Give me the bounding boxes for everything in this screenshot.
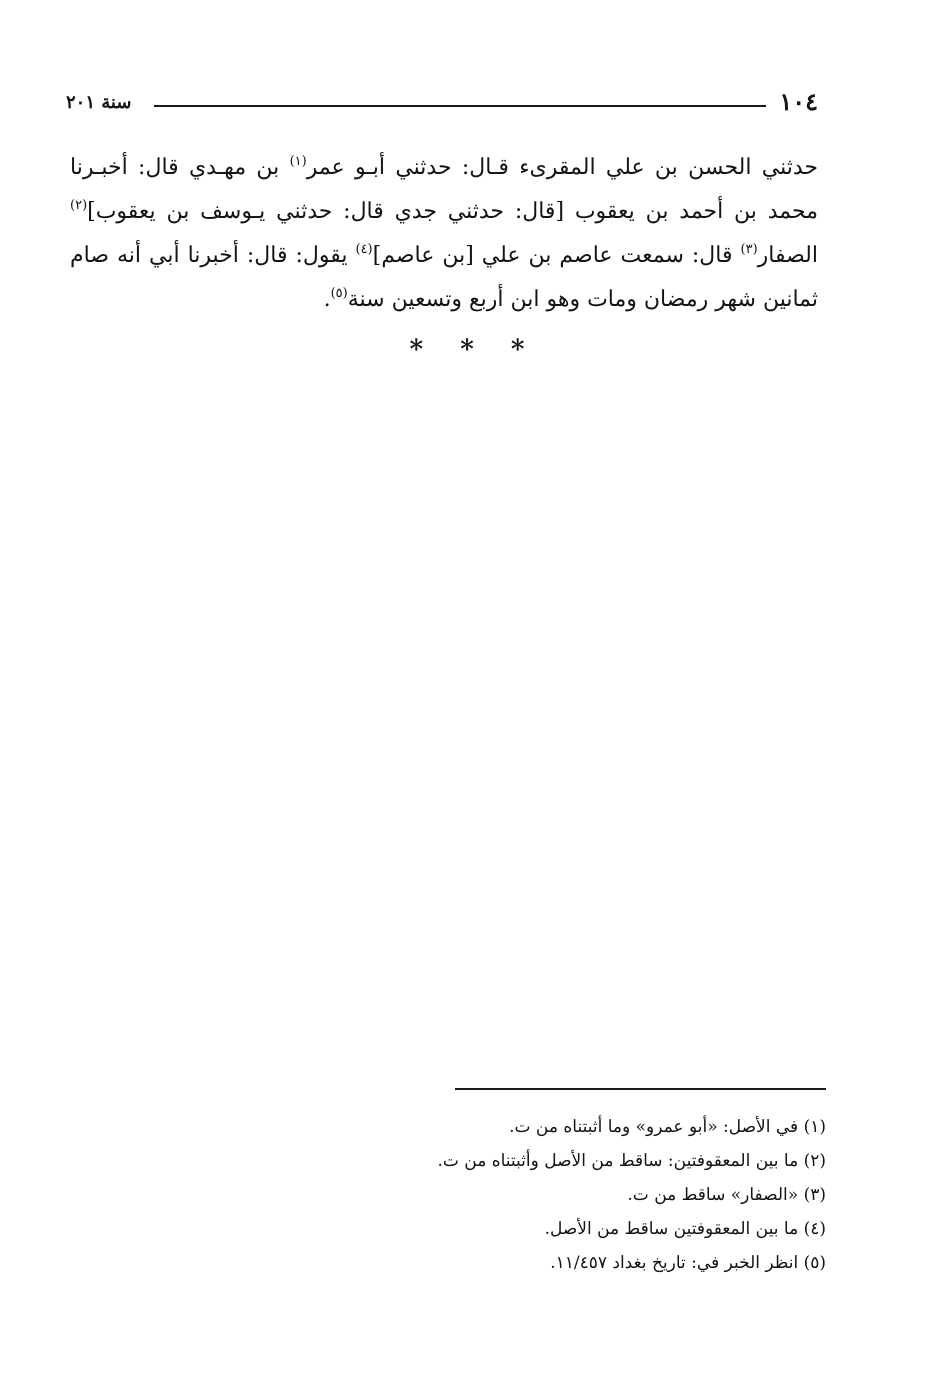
footnote-4: (٤) ما بين المعقوفتين ساقط من الأصل. [544, 1219, 826, 1239]
text-segment: بن مهـدي قال: أخبـرنا محمد بن أحمد بن يعقوب [قال: حدثني جدي قال: حدثني يـوسف بن يعقوب] [70, 155, 818, 224]
footnote-2: (٢) ما بين المعقوفتين: ساقط من الأصل وأثبتناه من ت. [437, 1151, 826, 1171]
text-segment: الصفار [757, 243, 818, 268]
text-segment: حدثني الحسن بن علي المقرىء قـال: حدثني أبـو عمر [306, 155, 819, 180]
page-number: ١٠٤ [779, 87, 818, 116]
page-header [66, 84, 818, 124]
footnote-1: (١) في الأصل: «أبو عمرو» وما أثبتناه من ت. [509, 1117, 826, 1137]
footnote-ref-2: (٢) [70, 198, 88, 213]
footnote-ref-4: (٤) [355, 242, 373, 257]
section-separator: * * * [409, 335, 539, 365]
main-text [70, 146, 818, 322]
main-paragraph [70, 146, 818, 322]
text-segment: . [323, 287, 331, 312]
footnote-3: (٣) «الصفار» ساقط من ت. [627, 1185, 826, 1205]
footnote-ref-1: (١) [289, 154, 307, 169]
footnote-rule [455, 1088, 826, 1090]
running-title: سنة ٢٠١ [66, 92, 132, 113]
footnote-ref-5: (٥) [330, 286, 348, 301]
footnotes [200, 1110, 826, 1280]
text-segment: يقول: قال: أخبرنا أبي أنه صام ثمانين شهر رمضان ومات وهو ابن أربع وتسعين سنة [70, 243, 818, 312]
text-segment: قال: سمعت عاصم بن علي [بن عاصم] [372, 243, 741, 268]
header-rule [154, 105, 766, 107]
footnote-ref-3: (٣) [740, 242, 758, 257]
footnote-5: (٥) انظر الخبر في: تاريخ بغداد ١١/٤٥٧. [550, 1253, 826, 1273]
